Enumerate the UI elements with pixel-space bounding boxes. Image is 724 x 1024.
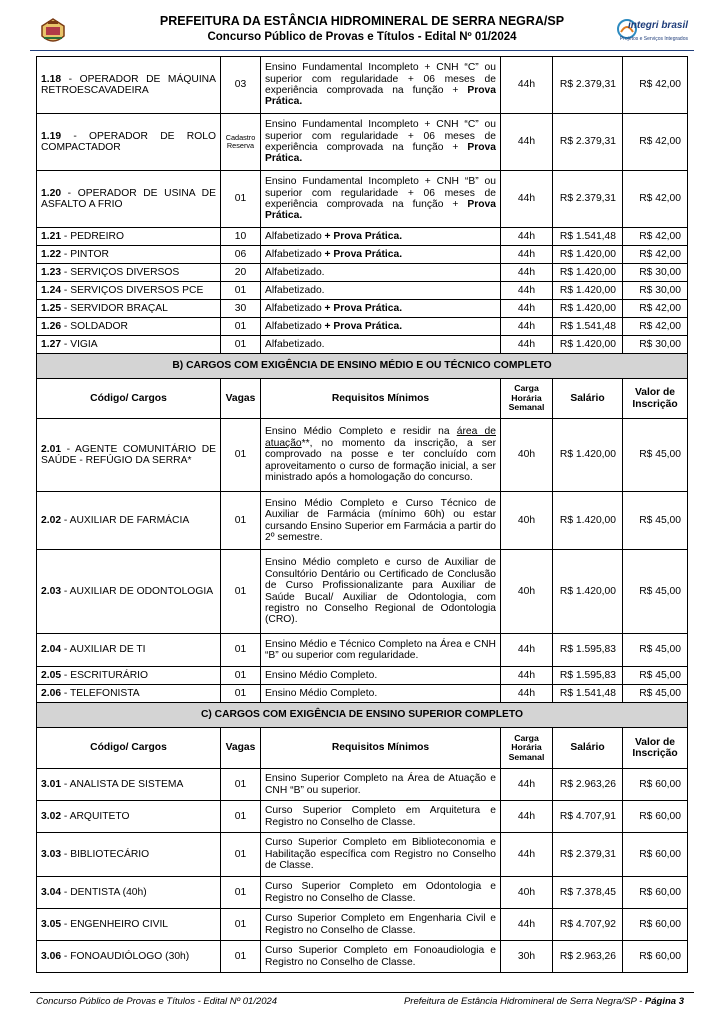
position-code: 3.06 <box>41 950 62 962</box>
table-row <box>37 228 688 246</box>
table-row <box>37 833 688 877</box>
position-code: 3.04 <box>41 886 62 898</box>
requirements-text: Ensino Fundamental Incompleto + CNH “C” ou superior com regularidade + 06 meses de experiência comprovada na função + <box>265 119 496 153</box>
salario-cell: R$ 1.420,00 <box>553 246 623 264</box>
position-name-cell <box>37 833 221 877</box>
valor-cell: R$ 30,00 <box>623 264 688 282</box>
salario-cell: R$ 1.541,48 <box>553 228 623 246</box>
header-requisitos: Requisitos Mínimos <box>261 728 501 769</box>
requirements-cell: Curso Superior Completo em Odontologia e Registro no Conselho de Classe. <box>261 877 501 909</box>
carga-cell: 30h <box>501 941 553 973</box>
position-name-cell <box>37 419 221 492</box>
integri-logo <box>614 14 692 48</box>
table-row <box>37 634 688 667</box>
requirements-cell <box>261 171 501 228</box>
position-code: 1.20 <box>41 187 62 199</box>
page-subtitle: Concurso Público de Provas e Títulos - Edital Nº 01/2024 <box>207 31 517 43</box>
position-name: - ENGENHEIRO CIVIL <box>61 918 169 930</box>
requirements-text: Alfabetizado. <box>265 284 325 296</box>
header-salario: Salário <box>553 379 623 419</box>
requirements-bold: + Prova Prática. <box>324 302 403 314</box>
position-name-cell <box>37 336 221 354</box>
position-name: - SERVIDOR BRAÇAL <box>61 302 168 314</box>
valor-cell: R$ 60,00 <box>623 769 688 801</box>
position-name: - VIGIA <box>61 338 98 350</box>
position-name: - AGENTE COMUNITÁRIO DE SAÚDE - REFÚGIO DA SERRA* <box>41 443 216 466</box>
carga-cell: 44h <box>501 264 553 282</box>
vagas-cell: 01 <box>221 877 261 909</box>
vagas-cell: 03 <box>221 57 261 114</box>
carga-cell: 40h <box>501 419 553 492</box>
salario-cell: R$ 1.420,00 <box>553 282 623 300</box>
valor-cell: R$ 42,00 <box>623 171 688 228</box>
position-code: 1.23 <box>41 266 62 278</box>
position-name: - SERVIÇOS DIVERSOS <box>61 266 180 278</box>
carga-cell: 44h <box>501 57 553 114</box>
salario-cell: R$ 1.420,00 <box>553 300 623 318</box>
salario-cell: R$ 1.420,00 <box>553 336 623 354</box>
requirements-text: Ensino Médio Completo e residir na <box>265 426 457 438</box>
valor-cell: R$ 45,00 <box>623 550 688 634</box>
position-name-cell <box>37 941 221 973</box>
requirements-text: Ensino Médio Completo. <box>265 687 378 699</box>
carga-cell: 44h <box>501 246 553 264</box>
requirements-cell <box>261 419 501 492</box>
footer-edital: Concurso Público de Provas e Títulos - Edital Nº 01/2024 <box>36 996 278 1007</box>
salario-cell: R$ 1.595,83 <box>553 667 623 685</box>
position-name-cell <box>37 318 221 336</box>
position-name: - OPERADOR DE USINA DE ASFALTO A FRIO <box>41 187 216 210</box>
salario-cell: R$ 1.420,00 <box>553 419 623 492</box>
page-number: Página 3 <box>644 996 684 1007</box>
table-row <box>37 667 688 685</box>
valor-cell: R$ 45,00 <box>623 634 688 667</box>
position-code: 3.05 <box>41 918 62 930</box>
table-row <box>37 114 688 171</box>
position-name: - SOLDADOR <box>61 320 128 332</box>
valor-cell: R$ 60,00 <box>623 877 688 909</box>
valor-cell: R$ 42,00 <box>623 57 688 114</box>
position-code: 2.01 <box>41 443 62 455</box>
position-name: - SERVIÇOS DIVERSOS PCE <box>61 284 204 296</box>
requirements-text: Alfabetizado <box>265 248 325 260</box>
carga-cell: 44h <box>501 909 553 941</box>
position-name: - ANALISTA DE SISTEMA <box>61 778 184 790</box>
salario-cell: R$ 4.707,92 <box>553 909 623 941</box>
header-codigo: Código/ Cargos <box>37 379 221 419</box>
valor-cell: R$ 42,00 <box>623 318 688 336</box>
table-row <box>37 282 688 300</box>
vagas-cell: 01 <box>221 833 261 877</box>
salario-cell: R$ 2.379,31 <box>553 833 623 877</box>
requirements-cell <box>261 336 501 354</box>
table-header-row <box>37 728 688 769</box>
requirements-cell <box>261 634 501 667</box>
requirements-text: Alfabetizado. <box>265 266 325 278</box>
salario-cell: R$ 1.420,00 <box>553 264 623 282</box>
position-name: - OPERADOR DE MÁQUINA RETROESCAVADEIRA <box>41 73 216 96</box>
header-carga: Carga Horária Semanal <box>501 379 553 419</box>
requirements-cell <box>261 228 501 246</box>
table-row <box>37 941 688 973</box>
position-name: - AUXILIAR DE ODONTOLOGIA <box>61 585 214 597</box>
position-name-cell <box>37 685 221 703</box>
table-row <box>37 300 688 318</box>
carga-cell: 44h <box>501 114 553 171</box>
valor-cell: R$ 42,00 <box>623 300 688 318</box>
position-code: 2.05 <box>41 669 62 681</box>
requirements-cell <box>261 685 501 703</box>
requirements-cell: Curso Superior Completo em Engenharia Civil e Registro no Conselho de Classe. <box>261 909 501 941</box>
requirements-underline: área de atuação <box>265 426 496 449</box>
carga-cell: 40h <box>501 550 553 634</box>
position-name-cell <box>37 801 221 833</box>
carga-cell: 44h <box>501 282 553 300</box>
position-name-cell <box>37 492 221 550</box>
requirements-text: Ensino Fundamental Incompleto + CNH “B” ou superior com regularidade + 06 meses de experiência comprovada na função + <box>265 176 496 210</box>
position-name-cell <box>37 877 221 909</box>
requirements-cell <box>261 300 501 318</box>
requirements-cell: Curso Superior Completo em Fonoaudiologia e Registro no Conselho de Classe. <box>261 941 501 973</box>
positions-table <box>36 56 688 973</box>
table-row <box>37 492 688 550</box>
position-code: 3.01 <box>41 778 62 790</box>
vagas-cell: 30 <box>221 300 261 318</box>
table-row <box>37 264 688 282</box>
salario-cell: R$ 2.963,26 <box>553 769 623 801</box>
section-b-title: B) CARGOS COM EXIGÊNCIA DE ENSINO MÉDIO E OU TÉCNICO COMPLETO <box>37 354 688 379</box>
valor-cell: R$ 45,00 <box>623 685 688 703</box>
requirements-bold: + Prova Prática. <box>324 320 403 332</box>
vagas-cell: 01 <box>221 634 261 667</box>
position-name-cell <box>37 264 221 282</box>
requirements-cell <box>261 667 501 685</box>
requirements-text: Ensino Médio e Técnico Completo na Área e CNH “B” ou superior com regularidade. <box>265 638 496 661</box>
position-name-cell <box>37 769 221 801</box>
position-name: - ARQUITETO <box>61 810 130 822</box>
position-code: 1.22 <box>41 248 62 260</box>
vagas-cell: 01 <box>221 769 261 801</box>
vagas-cell: 01 <box>221 801 261 833</box>
position-code: 1.21 <box>41 230 62 242</box>
valor-cell: R$ 60,00 <box>623 833 688 877</box>
position-code: 1.19 <box>41 130 62 142</box>
vagas-cell: 10 <box>221 228 261 246</box>
vagas-cell: 01 <box>221 685 261 703</box>
salario-cell: R$ 2.379,31 <box>553 57 623 114</box>
salario-cell: R$ 2.379,31 <box>553 114 623 171</box>
logo-text: integri brasil <box>627 20 688 31</box>
requirements-cell: Ensino Superior Completo na Área de Atuação e CNH “B” ou superior. <box>261 769 501 801</box>
page-header <box>30 12 694 52</box>
position-name: - TELEFONISTA <box>61 687 140 699</box>
header-vagas: Vagas <box>221 728 261 769</box>
requirements-bold: + Prova Prática. <box>324 230 403 242</box>
salario-cell: R$ 7.378,45 <box>553 877 623 909</box>
table-row <box>37 685 688 703</box>
carga-cell: 44h <box>501 833 553 877</box>
requirements-cell <box>261 318 501 336</box>
header-vagas: Vagas <box>221 379 261 419</box>
position-name: - ESCRITURÁRIO <box>61 669 149 681</box>
valor-cell: R$ 42,00 <box>623 228 688 246</box>
position-name-cell <box>37 667 221 685</box>
position-code: 1.26 <box>41 320 62 332</box>
vagas-cell: 01 <box>221 171 261 228</box>
salario-cell: R$ 2.963,26 <box>553 941 623 973</box>
requirements-text: Alfabetizado. <box>265 338 325 350</box>
position-name-cell <box>37 171 221 228</box>
position-code: 2.04 <box>41 644 62 656</box>
salario-cell: R$ 4.707,91 <box>553 801 623 833</box>
carga-cell: 44h <box>501 685 553 703</box>
valor-cell: R$ 45,00 <box>623 667 688 685</box>
table-row <box>37 877 688 909</box>
position-name-cell <box>37 228 221 246</box>
position-name: - PINTOR <box>61 248 109 260</box>
requirements-bold: Prova Prática. <box>265 85 496 108</box>
requirements-cell <box>261 246 501 264</box>
section-row <box>37 703 688 728</box>
vagas-cell: 01 <box>221 909 261 941</box>
salario-cell: R$ 1.595,83 <box>553 634 623 667</box>
section-c-title: C) CARGOS COM EXIGÊNCIA DE ENSINO SUPERIOR COMPLETO <box>37 703 688 728</box>
position-name-cell <box>37 57 221 114</box>
position-name: - AUXILIAR DE TI <box>61 644 146 656</box>
table-row <box>37 171 688 228</box>
header-requisitos: Requisitos Mínimos <box>261 379 501 419</box>
table-row <box>37 336 688 354</box>
requirements-text: Ensino Médio Completo e Curso Técnico de Auxiliar de Farmácia (mínimo 60h) ou estar cursando Ensino Superior em Farmácia a partir do 2º semestre. <box>265 497 496 543</box>
table-row <box>37 419 688 492</box>
requirements-text: Ensino Médio Completo. <box>265 669 378 681</box>
carga-cell: 40h <box>501 877 553 909</box>
requirements-cell <box>261 492 501 550</box>
salario-cell: R$ 1.541,48 <box>553 685 623 703</box>
vagas-cell: 01 <box>221 336 261 354</box>
position-name-cell <box>37 114 221 171</box>
requirements-text: **, no momento da inscrição, a ser comprovado na posse e ter concluído com aproveitamento o curso de formação inicial, a ser ministrado após a homologação do concurso. <box>265 437 496 484</box>
requirements-cell <box>261 550 501 634</box>
valor-cell: R$ 30,00 <box>623 336 688 354</box>
requirements-text: Ensino Médio completo e curso de Auxiliar de Consultório Dentário ou Certificado de Conclusão de Curso Profissionalizante para Auxiliar de Saúde Bucal/ Auxiliar de Odontologia, com registro no Conselho Regional de Odontologia (CRO). <box>265 557 496 626</box>
carga-cell: 44h <box>501 769 553 801</box>
footer-divider <box>30 992 694 993</box>
table-row <box>37 318 688 336</box>
position-name: - AUXILIAR DE FARMÁCIA <box>61 514 190 526</box>
table-row <box>37 801 688 833</box>
requirements-text: Alfabetizado <box>265 320 325 332</box>
table-header-row <box>37 379 688 419</box>
position-code: 1.27 <box>41 338 62 350</box>
vagas-cell: Cadastro Reserva <box>221 114 261 171</box>
requirements-cell: Curso Superior Completo em Biblioteconomia e Habilitação específica com Registro no Conselho de Classe. <box>261 833 501 877</box>
position-code: 2.02 <box>41 514 62 526</box>
position-code: 2.06 <box>41 687 62 699</box>
page-title: PREFEITURA DA ESTÂNCIA HIDROMINERAL DE SERRA NEGRA/SP <box>159 14 565 28</box>
valor-cell: R$ 60,00 <box>623 909 688 941</box>
vagas-cell: 01 <box>221 550 261 634</box>
vagas-cell: 01 <box>221 419 261 492</box>
requirements-text: Ensino Fundamental Incompleto + CNH “C” ou superior com regularidade + 06 meses de experiência comprovada na função + <box>265 62 496 96</box>
requirements-cell <box>261 114 501 171</box>
carga-cell: 44h <box>501 318 553 336</box>
valor-cell: R$ 45,00 <box>623 419 688 492</box>
salario-cell: R$ 1.541,48 <box>553 318 623 336</box>
carga-cell: 44h <box>501 300 553 318</box>
requirements-bold: + Prova Prática. <box>324 248 403 260</box>
header-divider <box>30 50 694 51</box>
position-name: - PEDREIRO <box>61 230 124 242</box>
position-name-cell <box>37 909 221 941</box>
carga-cell: 44h <box>501 171 553 228</box>
logo-tagline: Projetos e Serviços Integrados <box>619 36 688 42</box>
section-row <box>37 354 688 379</box>
position-name-cell <box>37 550 221 634</box>
position-name: - FONOAUDIÓLOGO (30h) <box>61 950 190 962</box>
header-valor: Valor de Inscrição <box>623 379 688 419</box>
position-name-cell <box>37 282 221 300</box>
valor-cell: R$ 45,00 <box>623 492 688 550</box>
valor-cell: R$ 60,00 <box>623 941 688 973</box>
requirements-cell: Curso Superior Completo em Arquitetura e Registro no Conselho de Classe. <box>261 801 501 833</box>
table-row <box>37 57 688 114</box>
requirements-bold: Prova Prática. <box>265 142 496 165</box>
salario-cell: R$ 2.379,31 <box>553 171 623 228</box>
header-valor: Valor de Inscrição <box>623 728 688 769</box>
header-codigo: Código/ Cargos <box>37 728 221 769</box>
position-code: 1.18 <box>41 73 62 85</box>
position-name-cell <box>37 246 221 264</box>
valor-cell: R$ 42,00 <box>623 246 688 264</box>
vagas-cell: 06 <box>221 246 261 264</box>
position-code: 3.02 <box>41 810 62 822</box>
vagas-cell: 01 <box>221 667 261 685</box>
carga-cell: 44h <box>501 634 553 667</box>
carga-cell: 44h <box>501 228 553 246</box>
table-row <box>37 550 688 634</box>
vagas-cell: 01 <box>221 492 261 550</box>
table-row <box>37 246 688 264</box>
position-name: - BIBLIOTECÁRIO <box>61 848 150 860</box>
position-code: 1.25 <box>41 302 62 314</box>
header-salario: Salário <box>553 728 623 769</box>
requirements-cell <box>261 282 501 300</box>
vagas-cell: 01 <box>221 282 261 300</box>
valor-cell: R$ 42,00 <box>623 114 688 171</box>
carga-cell: 44h <box>501 667 553 685</box>
requirements-cell <box>261 264 501 282</box>
requirements-text: Alfabetizado <box>265 302 325 314</box>
requirements-cell <box>261 57 501 114</box>
requirements-text: Alfabetizado <box>265 230 325 242</box>
footer-prefeitura-text: Prefeitura de Estância Hidromineral de Serra Negra/SP - <box>403 996 645 1007</box>
position-name: - OPERADOR DE ROLO COMPACTADOR <box>41 130 216 153</box>
table-row <box>37 909 688 941</box>
carga-cell: 40h <box>501 492 553 550</box>
position-code: 3.03 <box>41 848 62 860</box>
vagas-cell: 01 <box>221 941 261 973</box>
position-code: 1.24 <box>41 284 62 296</box>
valor-cell: R$ 60,00 <box>623 801 688 833</box>
position-code: 2.03 <box>41 585 62 597</box>
requirements-bold: Prova Prática. <box>265 199 496 222</box>
table-row <box>37 769 688 801</box>
valor-cell: R$ 30,00 <box>623 282 688 300</box>
salario-cell: R$ 1.420,00 <box>553 492 623 550</box>
position-name-cell <box>37 634 221 667</box>
carga-cell: 44h <box>501 801 553 833</box>
salario-cell: R$ 1.420,00 <box>553 550 623 634</box>
vagas-cell: 20 <box>221 264 261 282</box>
position-name: - DENTISTA (40h) <box>61 886 147 898</box>
carga-cell: 44h <box>501 336 553 354</box>
footer-prefeitura <box>404 996 684 1007</box>
vagas-cell: 01 <box>221 318 261 336</box>
position-name-cell <box>37 300 221 318</box>
header-carga: Carga Horária Semanal <box>501 728 553 769</box>
